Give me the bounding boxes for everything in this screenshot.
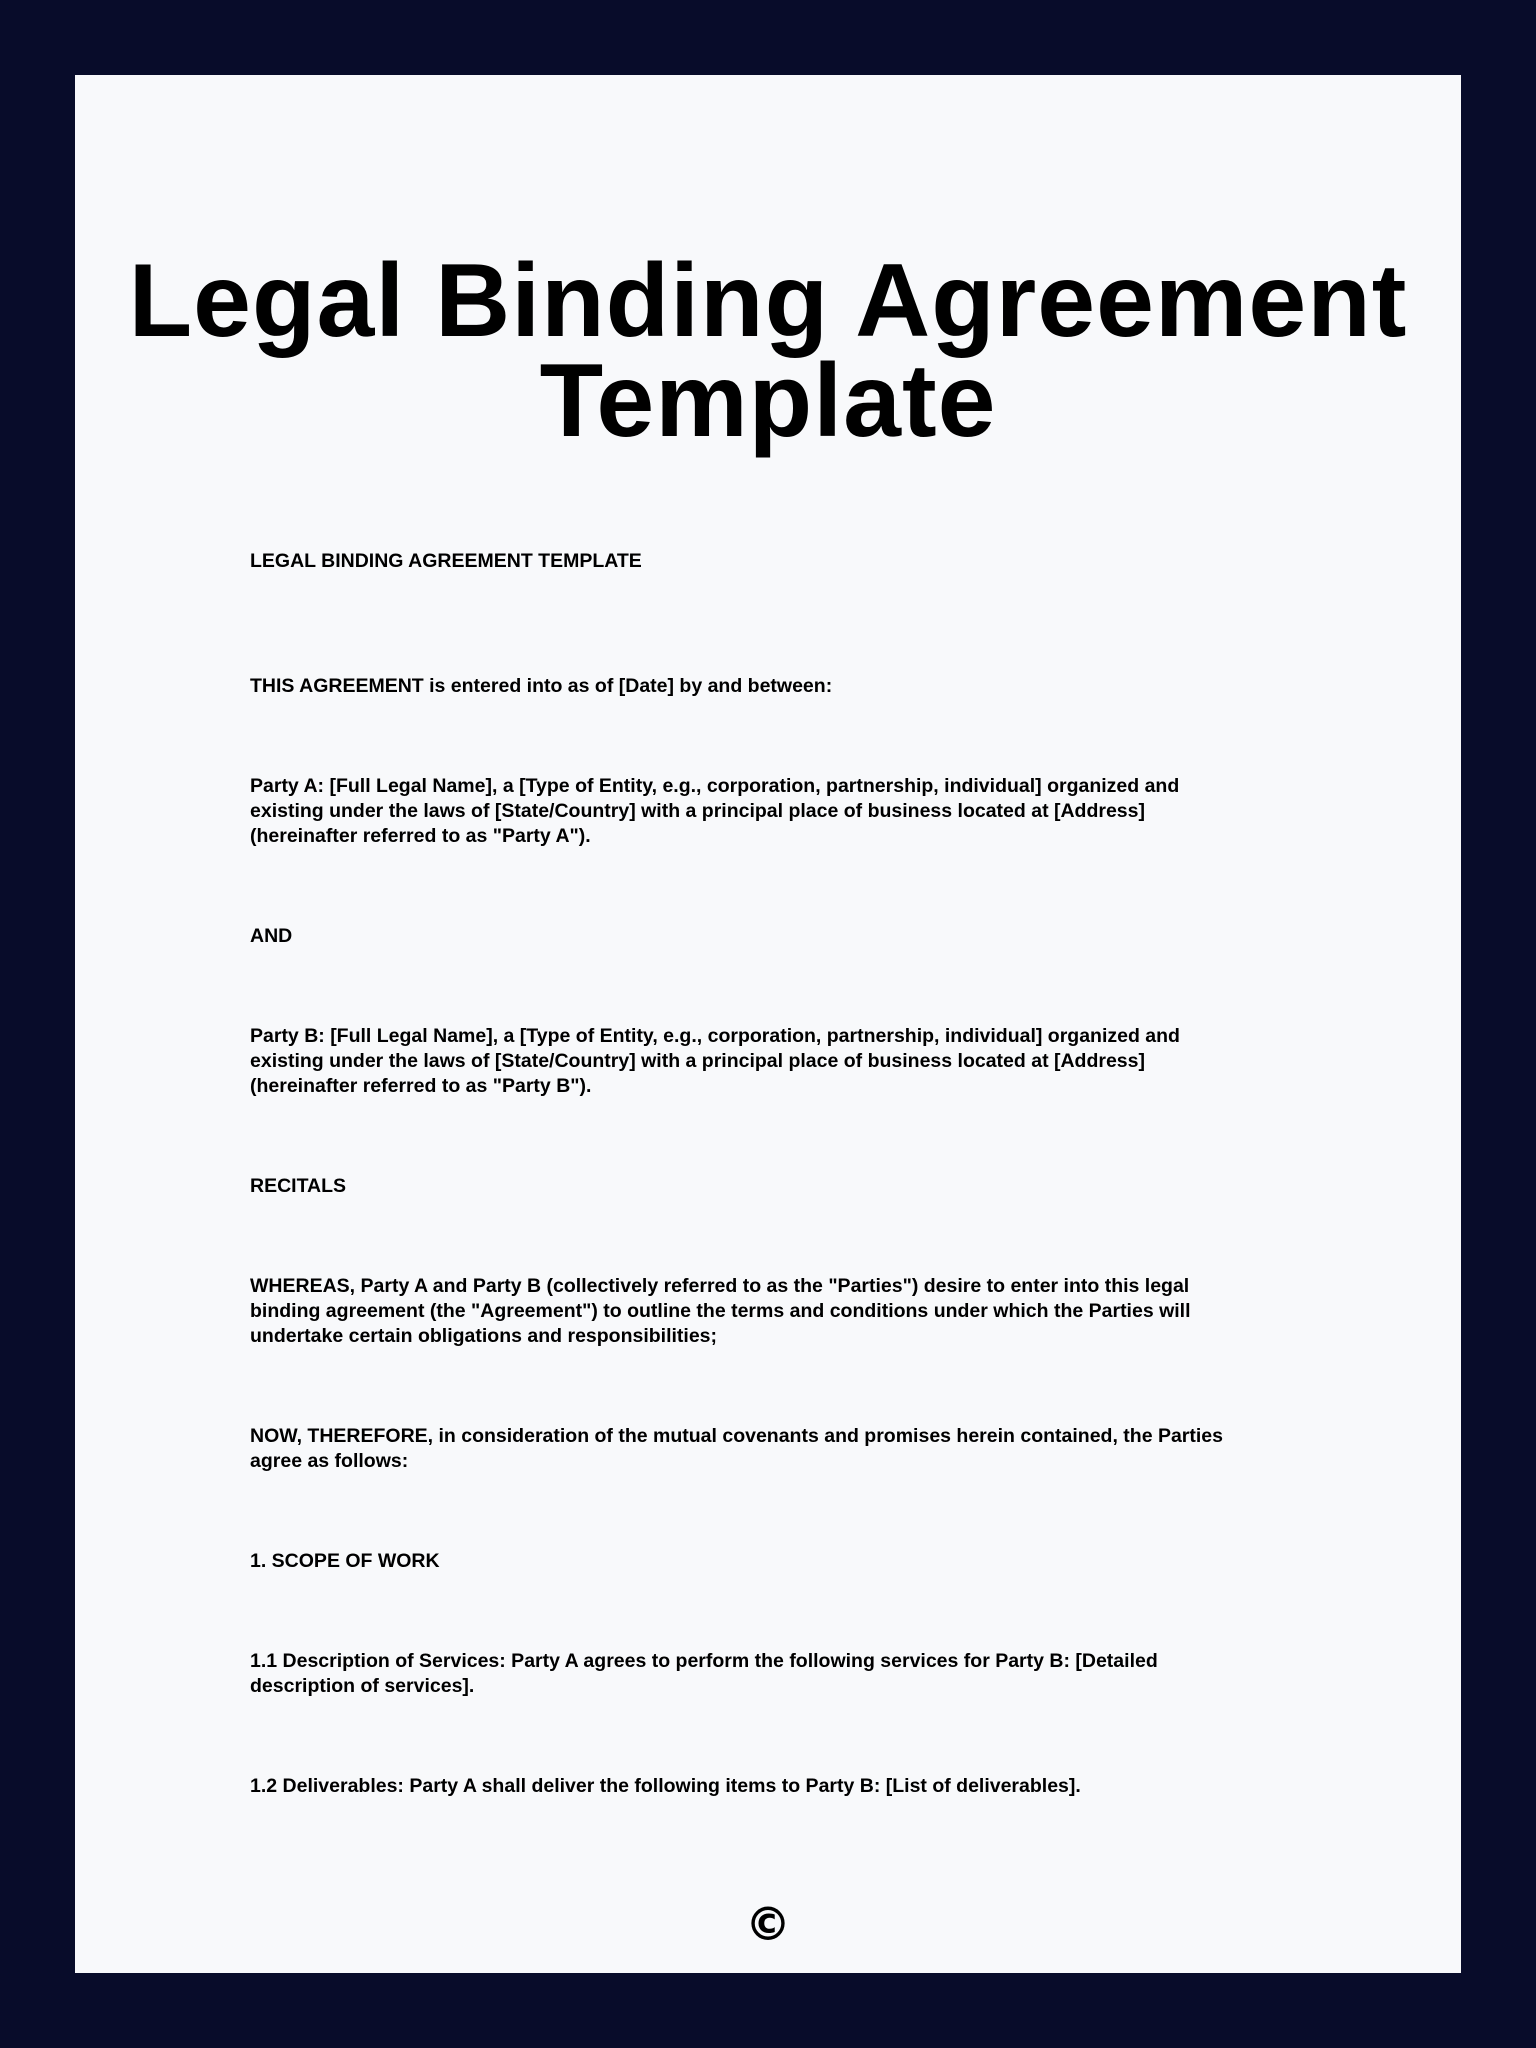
party-b-paragraph — [250, 1024, 1290, 1099]
agreement-heading: LEGAL BINDING AGREEMENT TEMPLATE — [250, 550, 642, 572]
document-title-line-1: Legal Binding Agreement — [128, 243, 1408, 359]
copyright-icon: © — [745, 1897, 791, 1951]
now-therefore-paragraph — [250, 1424, 1290, 1474]
whereas-line: WHEREAS, Party A and Party B (collectively referred to as the "Parties") desire to enter into this legal — [250, 1275, 1190, 1297]
whereas-line: undertake certain obligations and responsibilities; — [250, 1325, 718, 1347]
party-a-line: existing under the laws of [State/Country] with a principal place of business located at [Address] — [250, 800, 1145, 822]
section-1-1-paragraph — [250, 1649, 1290, 1699]
and-label: AND — [250, 925, 293, 947]
section-1-2-paragraph: 1.2 Deliverables: Party A shall deliver the following items to Party B: [List of deliverables]. — [250, 1775, 1081, 1797]
party-a-line: Party A: [Full Legal Name], a [Type of Entity, e.g., corporation, partnership, individual] organized and — [250, 775, 1180, 797]
agreement-intro: THIS AGREEMENT is entered into as of [Date] by and between: — [250, 675, 833, 697]
whereas-line: binding agreement (the "Agreement") to outline the terms and conditions under which the Parties will — [250, 1300, 1191, 1322]
now-therefore-line: agree as follows: — [250, 1450, 409, 1472]
document-page — [75, 75, 1461, 1973]
whereas-paragraph — [250, 1274, 1290, 1349]
party-a-line: (hereinafter referred to as "Party A"). — [250, 825, 591, 847]
party-b-line: Party B: [Full Legal Name], a [Type of Entity, e.g., corporation, partnership, individual] organized and — [250, 1025, 1180, 1047]
section-1-1-line: 1.1 Description of Services: Party A agrees to perform the following services for Party B: [Detailed — [250, 1650, 1158, 1672]
document-title-line-2: Template — [539, 343, 997, 459]
party-a-paragraph — [250, 774, 1290, 849]
now-therefore-line: NOW, THEREFORE, in consideration of the mutual covenants and promises herein contained, the Parties — [250, 1425, 1224, 1447]
party-b-line: (hereinafter referred to as "Party B"). — [250, 1075, 592, 1097]
party-b-line: existing under the laws of [State/Country] with a principal place of business located at [Address] — [250, 1050, 1145, 1072]
recitals-heading: RECITALS — [250, 1175, 347, 1197]
section-1-1-line: description of services]. — [250, 1675, 475, 1697]
document-title — [75, 243, 1461, 459]
section-1-heading: 1. SCOPE OF WORK — [250, 1550, 440, 1572]
